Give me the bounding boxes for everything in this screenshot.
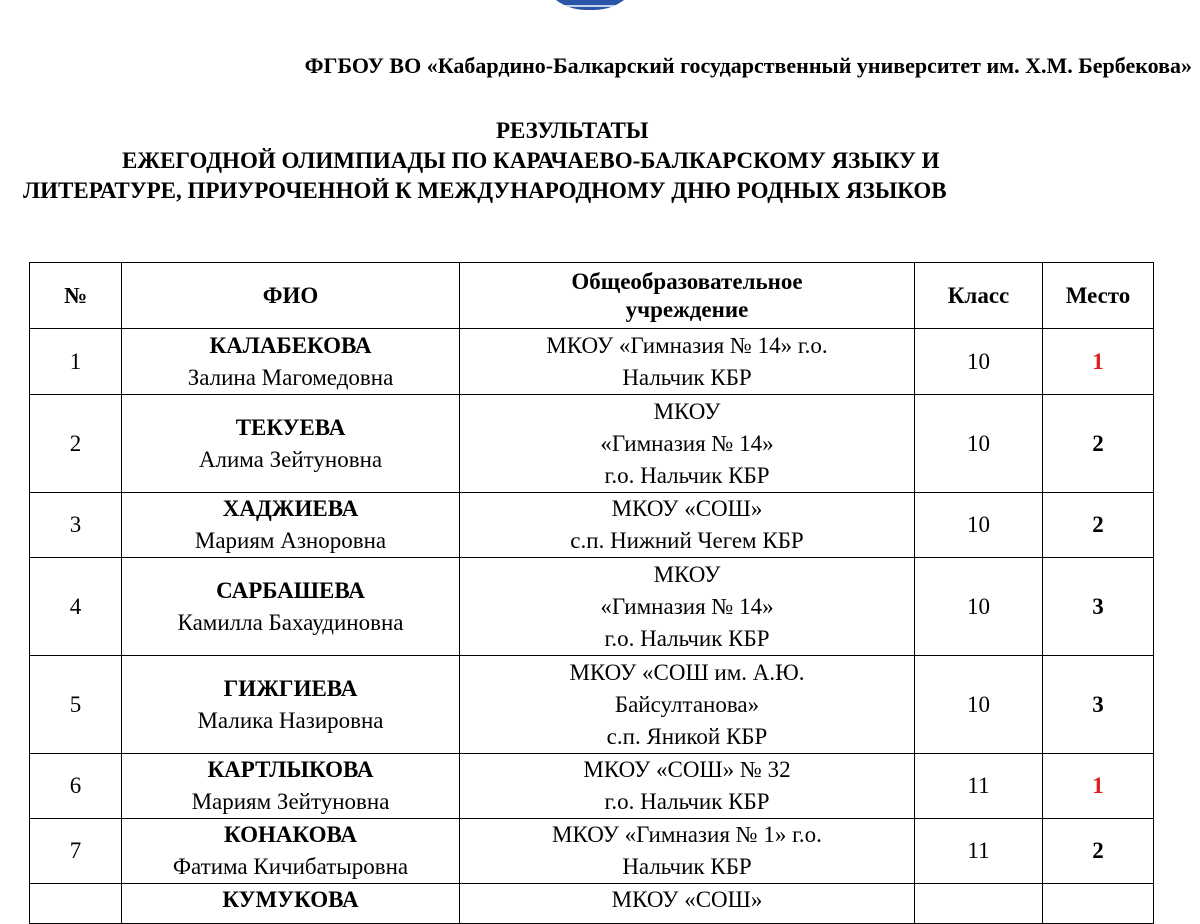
row-number: 7 bbox=[30, 819, 122, 884]
row-number: 5 bbox=[30, 656, 122, 754]
grade: 10 bbox=[915, 395, 1043, 493]
school-line: МКОУ «СОШ» bbox=[611, 496, 763, 521]
school-line: Нальчик КБР bbox=[622, 364, 752, 390]
place: 2 bbox=[1043, 493, 1154, 558]
place: 3 bbox=[1043, 656, 1154, 754]
school bbox=[460, 558, 915, 656]
school-line: МКОУ bbox=[653, 561, 721, 587]
school-line: «Гимназия № 14» bbox=[600, 430, 774, 456]
column-header-school-line1: Общеобразовательное bbox=[571, 268, 803, 294]
place bbox=[1043, 884, 1154, 924]
participant-surname: КАРТЛЫКОВА bbox=[207, 757, 374, 782]
participant-name bbox=[122, 395, 460, 493]
participant-surname: ХАДЖИЕВА bbox=[222, 496, 359, 521]
table-row bbox=[30, 819, 1154, 884]
participant-surname: КУМУКОВА bbox=[222, 887, 359, 912]
grade: 11 bbox=[915, 754, 1043, 819]
row-number: 1 bbox=[30, 329, 122, 395]
school bbox=[460, 493, 915, 558]
title-line-3: ЛИТЕРАТУРЕ, ПРИУРОЧЕННОЙ К МЕЖДУНАРОДНОМУ ДНЮ РОДНЫХ ЯЗЫКОВ bbox=[23, 178, 947, 203]
participant-surname: КОНАКОВА bbox=[224, 822, 357, 847]
place: 1 bbox=[1043, 329, 1154, 395]
participant-given-name: Мариям Азноровна bbox=[194, 528, 387, 553]
grade bbox=[915, 884, 1043, 924]
participant-surname: САРБАШЕВА bbox=[216, 577, 365, 603]
school-line: Нальчик КБР bbox=[622, 854, 752, 879]
table-row bbox=[30, 395, 1154, 493]
participant-given-name: Малика Назировна bbox=[197, 707, 384, 733]
grade: 10 bbox=[915, 558, 1043, 656]
row-number: 2 bbox=[30, 395, 122, 493]
school bbox=[460, 329, 915, 395]
participant-name bbox=[122, 558, 460, 656]
place: 3 bbox=[1043, 558, 1154, 656]
school bbox=[460, 656, 915, 754]
table-row bbox=[30, 884, 1154, 924]
school-line: МКОУ «СОШ» № 32 bbox=[583, 757, 791, 782]
column-header-num: № bbox=[30, 263, 122, 329]
school-line: г.о. Нальчик КБР bbox=[604, 789, 770, 814]
table-header-row bbox=[30, 263, 1154, 329]
participant-surname: КАЛАБЕКОВА bbox=[209, 332, 372, 358]
table-row bbox=[30, 754, 1154, 819]
participant-name bbox=[122, 329, 460, 395]
school-line: с.п. Яникой КБР bbox=[606, 723, 768, 749]
column-header-school bbox=[460, 263, 915, 329]
table-row bbox=[30, 493, 1154, 558]
school-line: МКОУ «СОШ им. А.Ю. bbox=[569, 659, 805, 685]
place: 2 bbox=[1043, 819, 1154, 884]
participant-given-name: Алима Зейтуновна bbox=[198, 446, 383, 472]
grade: 10 bbox=[915, 656, 1043, 754]
participant-surname: ГИЖГИЕВА bbox=[223, 675, 358, 701]
grade: 10 bbox=[915, 493, 1043, 558]
school bbox=[460, 754, 915, 819]
table-row bbox=[30, 558, 1154, 656]
place: 1 bbox=[1043, 754, 1154, 819]
row-number: 6 bbox=[30, 754, 122, 819]
results-table bbox=[29, 262, 1154, 924]
place: 2 bbox=[1043, 395, 1154, 493]
row-number: 4 bbox=[30, 558, 122, 656]
participant-surname: ТЕКУЕВА bbox=[235, 414, 346, 440]
column-header-place: Место bbox=[1043, 263, 1154, 329]
school-line: МКОУ «СОШ» bbox=[611, 887, 763, 912]
participant-given-name: Залина Магомедовна bbox=[187, 364, 394, 390]
participant-name bbox=[122, 884, 460, 924]
school-line: г.о. Нальчик КБР bbox=[604, 625, 770, 651]
table-row bbox=[30, 329, 1154, 395]
school bbox=[460, 395, 915, 493]
university-name: ФГБОУ ВО «Кабардино-Балкарский государственный университет им. Х.М. Бербекова» bbox=[304, 53, 1192, 78]
participant-name bbox=[122, 656, 460, 754]
school bbox=[460, 884, 915, 924]
school-line: Байсултанова» bbox=[614, 691, 760, 717]
participant-given-name: Мариям Зейтуновна bbox=[191, 789, 390, 814]
participant-name bbox=[122, 819, 460, 884]
school-line: «Гимназия № 14» bbox=[600, 593, 774, 619]
column-header-fio: ФИО bbox=[122, 263, 460, 329]
row-number bbox=[30, 884, 122, 924]
school-line: с.п. Нижний Чегем КБР bbox=[570, 528, 804, 553]
school-line: МКОУ «Гимназия № 1» г.о. bbox=[552, 822, 822, 847]
participant-given-name: Фатима Кичибатыровна bbox=[172, 854, 409, 879]
table-row bbox=[30, 656, 1154, 754]
school-line: МКОУ «Гимназия № 14» г.о. bbox=[546, 332, 828, 358]
column-header-school-line2: учреждение bbox=[625, 296, 749, 322]
title-line-2: ЕЖЕГОДНОЙ ОЛИМПИАДЫ ПО КАРАЧАЕВО-БАЛКАРСКОМУ ЯЗЫКУ И bbox=[122, 148, 940, 173]
column-header-grade: Класс bbox=[915, 263, 1043, 329]
participant-given-name: Камилла Бахаудиновна bbox=[177, 609, 404, 635]
school-line: МКОУ bbox=[653, 398, 721, 424]
grade: 10 bbox=[915, 329, 1043, 395]
participant-name bbox=[122, 493, 460, 558]
school-line: г.о. Нальчик КБР bbox=[604, 462, 770, 488]
university-logo bbox=[536, 0, 644, 10]
participant-name bbox=[122, 754, 460, 819]
grade: 11 bbox=[915, 819, 1043, 884]
title-line-1: РЕЗУЛЬТАТЫ bbox=[496, 118, 649, 143]
school bbox=[460, 819, 915, 884]
row-number: 3 bbox=[30, 493, 122, 558]
